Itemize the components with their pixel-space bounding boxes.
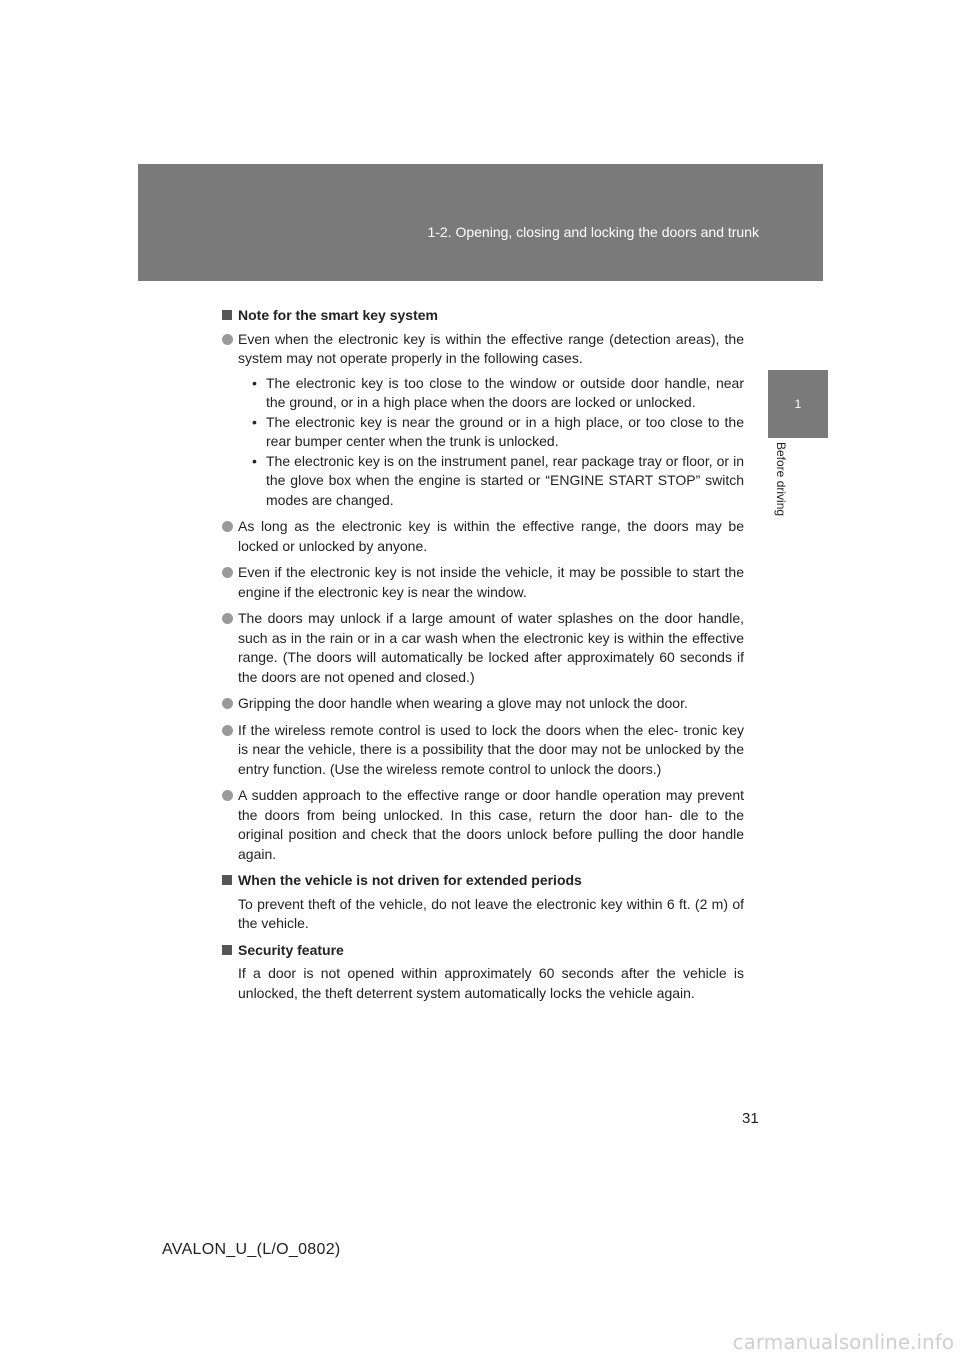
list-item: If the wireless remote control is used to lock the doors when the elec- tronic key is near the vehicle, there is a possibility that the door may not be unlocked by the entry function. (Use the wireless remote control to unlock the doors.) xyxy=(222,721,744,780)
circle-bullet-icon xyxy=(222,725,233,736)
section-tab xyxy=(768,370,828,438)
list-item: The doors may unlock if a large amount of water splashes on the door handle, such as in the rain or in a car wash when the electronic key is within the effective range. (The doors will automatically be locked after approximately 60 seconds if the doors are not opened and closed.) xyxy=(222,609,744,687)
list-item: Gripping the door handle when wearing a glove may not unlock the door. xyxy=(222,694,744,714)
sub-list xyxy=(238,374,744,511)
square-bullet-icon xyxy=(222,310,232,320)
watermark: carmanualsonline.info xyxy=(732,1330,954,1354)
circle-bullet-icon xyxy=(222,567,233,578)
sub-list-item: • The electronic key is too close to the window or outside door handle, near the ground, or in a high place when the doors are locked or unlocked. xyxy=(252,374,744,410)
chapter-title: 1-2. Opening, closing and locking the doors and trunk xyxy=(427,224,759,240)
document-code: AVALON_U_(L/O_0802) xyxy=(162,1241,341,1258)
page-number: 31 xyxy=(742,1110,759,1127)
list-item: Even if the electronic key is not inside the vehicle, it may be possible to start the engine if the electronic key is near the window. xyxy=(222,563,744,602)
square-bullet-icon xyxy=(222,945,232,955)
circle-bullet-icon xyxy=(222,790,233,801)
circle-bullet-icon xyxy=(222,613,233,624)
circle-bullet-icon xyxy=(222,698,233,709)
list-item: As long as the electronic key is within the effective range, the doors may be locked or unlocked by anyone. xyxy=(222,517,744,556)
list-item: A sudden approach to the effective range or door handle operation may prevent the doors from being unlocked. In this case, return the door han- dle to the original position and check that the doors unlock before pulling the door handle again. xyxy=(222,786,744,864)
sub-list-item: • The electronic key is on the instrument panel, rear package tray or floor, or in the glove box when the engine is started or “ENGINE START STOP” switch modes are changed. xyxy=(252,452,744,508)
circle-bullet-icon xyxy=(222,521,233,532)
section-body: To prevent theft of the vehicle, do not leave the electronic key within 6 ft. (2 m) of the vehicle. xyxy=(238,895,744,931)
square-bullet-icon xyxy=(222,875,232,885)
page-content xyxy=(222,306,744,1010)
circle-bullet-icon xyxy=(222,334,233,345)
list-item: Even when the electronic key is within the effective range (detection areas), the system may not operate properly in the following cases. • The electronic key is too close to the window or outside door handle, near the ground, or in a high place when the doors are locked or unlocked. • The electronic key is near the ground or in a high place, or too close to the rear bumper center when the trunk is unlocked. • The electronic key is on the instrument panel, rear package tray or floor, or in the glove box when the engine is started or “ENGINE START STOP” switch modes are changed. xyxy=(222,330,744,511)
section-tab-label: Before driving xyxy=(774,442,788,517)
section-heading: When the vehicle is not driven for extended periods xyxy=(222,871,744,891)
section-heading: Security feature xyxy=(222,941,744,961)
sub-list-item: • The electronic key is near the ground or in a high place, or too close to the rear bumper center when the trunk is unlocked. xyxy=(252,413,744,449)
section-heading: Note for the smart key system xyxy=(222,306,744,326)
section-tab-number: 1 xyxy=(794,397,802,411)
section-body: If a door is not opened within approximately 60 seconds after the vehicle is unlocked, the theft deterrent system automatically locks the vehicle again. xyxy=(238,965,744,1001)
chapter-header-bar xyxy=(138,164,823,281)
